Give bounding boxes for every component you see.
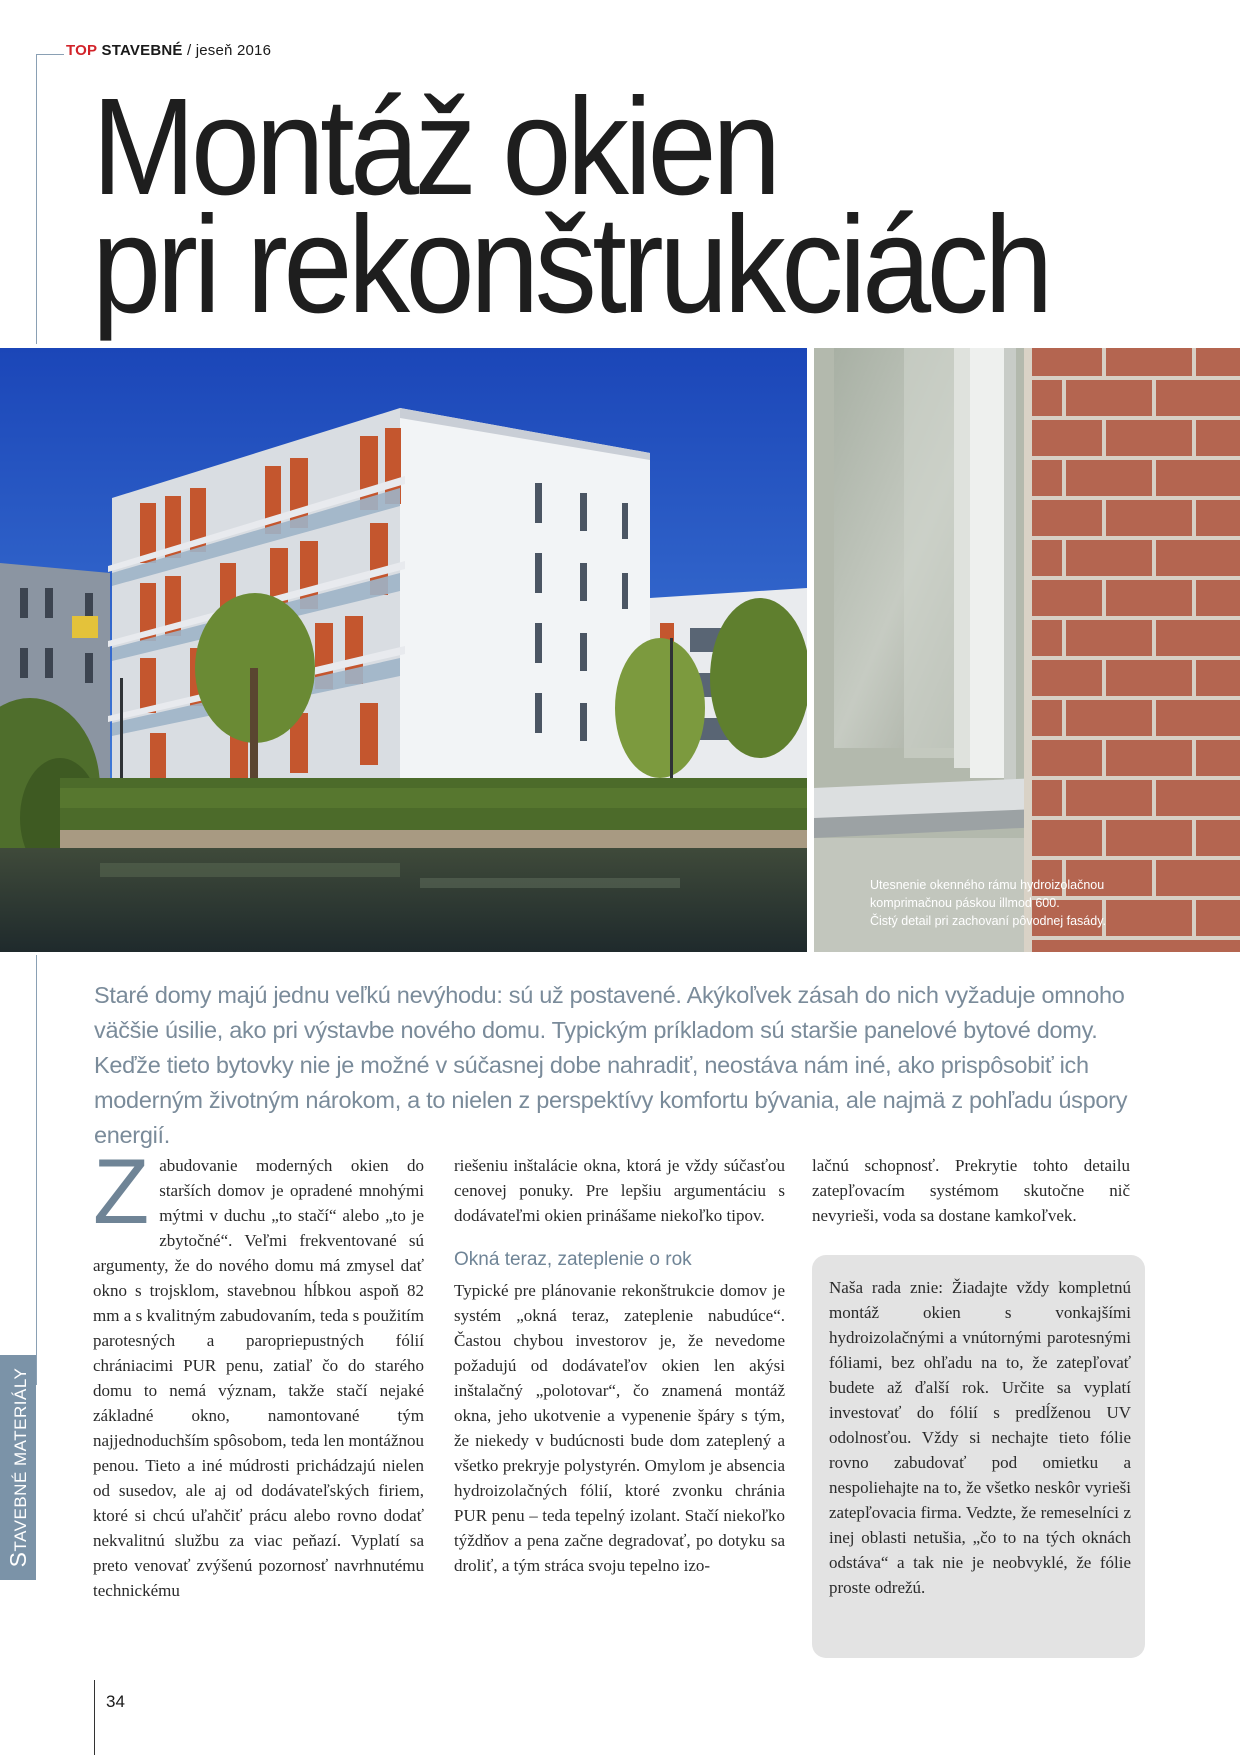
caption-line-3: Čistý detail pri zachovaní pôvodnej fasády. bbox=[870, 914, 1107, 928]
column-2-intro: riešeniu inštalácie okna, ktorá je vždy súčasťou cenovej ponuky. Pre lepšiu argumentáciu s dodávateľmi okien prinášame niekoľko tipov. bbox=[454, 1156, 785, 1225]
accent-rule bbox=[36, 54, 64, 55]
section-tab-rest: TAVEBNÉ MATERIÁLY bbox=[11, 1367, 30, 1552]
section-tab-initial: S bbox=[5, 1551, 31, 1568]
article-column-2 bbox=[454, 1153, 785, 1578]
advice-box bbox=[812, 1255, 1145, 1658]
accent-rule bbox=[36, 54, 37, 344]
accent-rule bbox=[36, 955, 37, 1385]
lead-paragraph: Staré domy majú jednu veľkú nevýhodu: sú už postavené. Akýkoľvek zásah do nich vyžaduje omnoho väčšie úsilie, ako pri výstavbe nového domu. Typickým príkladom sú staršie panelové bytové domy. Keďže tieto bytovky nie je možné v súčasnej dobe nahradiť, neostáva nám iné, ako prispôsobiť ich moderným životným nárokom, a to nielen z perspektívy komfortu bývania, ale najmä z pohľadu úspory energií. bbox=[94, 982, 1128, 1148]
window-detail-photo bbox=[814, 348, 1240, 952]
section-tab-label bbox=[0, 1355, 36, 1580]
article-column-1 bbox=[93, 1141, 424, 1603]
building-photo bbox=[0, 348, 807, 952]
title-line-1: Montáž okien bbox=[92, 70, 777, 224]
photo-caption bbox=[870, 876, 1210, 930]
running-head bbox=[66, 42, 271, 59]
running-head-issue: / jeseň 2016 bbox=[186, 42, 272, 59]
page-number: 34 bbox=[106, 1692, 125, 1711]
caption-line-1: Utesnenie okenného rámu hydroizolačnou bbox=[870, 878, 1105, 892]
article-column-3 bbox=[812, 1153, 1130, 1228]
drop-cap: Z bbox=[93, 1141, 150, 1243]
running-head-brand: STAVEBNÉ bbox=[101, 42, 183, 59]
column-2-body: Typické pre plánovanie rekonštrukcie domov je systém „okná teraz, zateplenie nabudúce“. Častou chybou investorov je, že nevedome požadujú od dodávateľov okien len akýsi inštalačný „polotovar“, čo znamená montáž okna, jeho ukotvenie a vypenenie špáry s tým, že niekedy v budúcnosti bude dom zateplený a všetko prekryje polystyrén. Omylom je absencia hydroizolačných fólií, ktoré zvonku chránia PUR penu – teda tepelný izolant. Stačí niekoľko týždňov a pena začne degradovať, po dotyku sa droliť, a tým stráca svoju tepelno izo- bbox=[454, 1281, 785, 1575]
section-subheading: Okná teraz, zateplenie o rok bbox=[454, 1249, 692, 1270]
article-title bbox=[92, 70, 1049, 342]
column-1-text: abudovanie moderných okien do starších domov je opradené mnohými mýtmi v duchu „to stačí“ alebo „to je zbytočné“. Veľmi frekventované sú argumenty, že do nového domu má zmysel dať okno s trojsklom, stavebnou hĺbkou aspoň 82 mm a s kvalitným zabudovaním, teda s použitím parotesných a paropriepustných fólií chrániacimi PUR penu, zatiaľ čo do starého domu to nemá význam, takže stačí nejaké základné okno, namontované tým najjednoduchším spôsobom, teda len montážnou penou. Tieto a iné múdrosti prichádzajú nielen od susedov, ale aj od dodávateľských firiem, ktoré si chcú uľahčiť prácu alebo rovno dodať nekvalitnú službu za viac peňazí. Vyplatí sa preto venovať zvýšenú pozornosť navrhnutému technickému bbox=[93, 1156, 424, 1600]
page-number-rule bbox=[94, 1680, 95, 1755]
advice-text: Naša rada znie: Žiadajte vždy kompletnú montáž okien s vonkajšími hydroizolačnými a vnútornými parotesnými fóliami, bez ohľadu na to, že zatepľovať budete až ďalší rok. Určite sa vyplatí investovať do fólií s predĺženou UV odolnosťou. Vždy si nechajte tieto fólie rovno zabudovať pod omietku a nespoliehajte na to, že všetko neskôr vyrieši zatepľovacia firma. Vedzte, že remeselníci z inej oblasti netušia, „čo to na tých oknách odstáva“ a tak nie je neobvyklé, že fólie proste odrežú. bbox=[829, 1278, 1131, 1597]
column-3-text: lačnú schopnosť. Prekrytie tohto detailu zatepľovacím systémom skutočne nič nevyrieši, voda sa dostane kamkoľvek. bbox=[812, 1156, 1130, 1225]
caption-line-2: komprimačnou páskou illmod 600. bbox=[870, 896, 1060, 910]
title-line-2: pri rekonštrukciách bbox=[92, 188, 1049, 342]
running-head-top: TOP bbox=[66, 42, 98, 59]
